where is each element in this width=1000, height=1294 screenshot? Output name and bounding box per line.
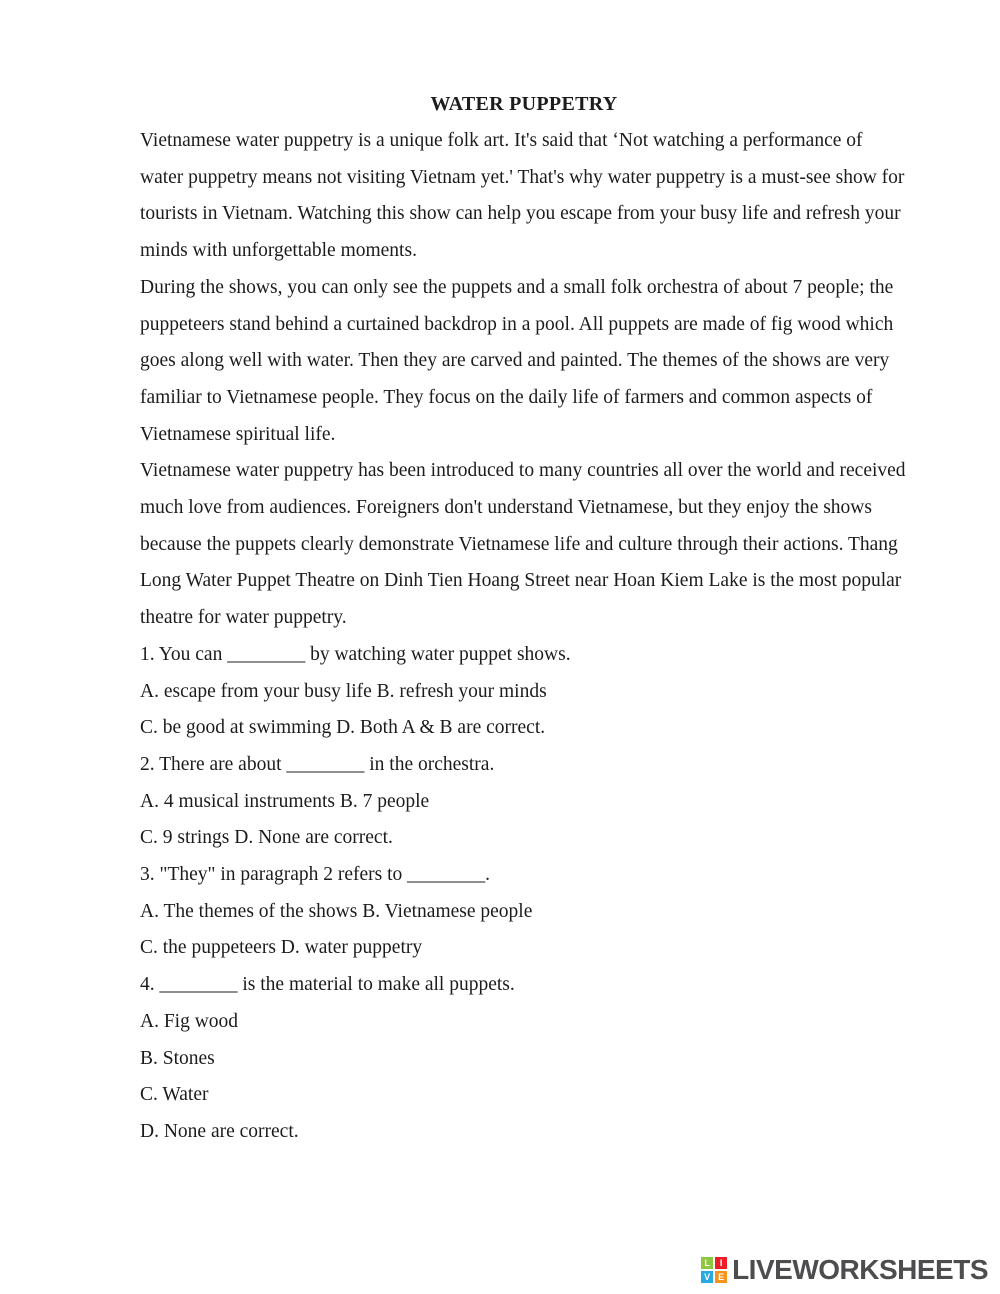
question-line: A. Fig wood bbox=[140, 1010, 239, 1032]
question-line: C. Water bbox=[140, 1084, 209, 1106]
passage-paragraph: Vietnamese water puppetry has been introduced to many countries all over the world and received much love from audiences. Foreigners don't understand Vietnamese, but they enjoy the shows because the puppets clearly demonstrate Vietnamese life and culture through their actions. Thang Long Water Puppet Theatre on Dinh Tien Hoang Street near Hoan Kiem Lake is the most popular theatre for water puppetry. bbox=[140, 460, 906, 629]
question-line: A. escape from your busy life B. refresh your minds bbox=[140, 680, 547, 702]
question-line: C. be good at swimming D. Both A & B are correct. bbox=[140, 717, 546, 739]
passage-title: WATER PUPPETRY bbox=[430, 93, 618, 115]
question-line: 4. ________ is the material to make all puppets. bbox=[140, 974, 515, 996]
question-line: A. The themes of the shows B. Vietnamese people bbox=[140, 900, 533, 922]
question-line: A. 4 musical instruments B. 7 people bbox=[140, 790, 430, 812]
liveworksheets-icon-cell: V bbox=[701, 1271, 713, 1283]
brand-name: LIVEWORKSHEETS bbox=[732, 1254, 988, 1285]
liveworksheets-icon-cell: L bbox=[701, 1257, 713, 1269]
liveworksheets-icon-cell: E bbox=[715, 1271, 727, 1283]
footer bbox=[701, 1254, 988, 1286]
question-line: B. Stones bbox=[140, 1047, 215, 1069]
reading-passage bbox=[140, 123, 908, 637]
question-line: C. the puppeteers D. water puppetry bbox=[140, 937, 423, 959]
question-line: 2. There are about ________ in the orchestra. bbox=[140, 753, 495, 775]
question-list bbox=[140, 637, 908, 1151]
passage-paragraph: Vietnamese water puppetry is a unique folk art. It's said that ‘Not watching a performance of water puppetry means not visiting Vietnam yet.' That's why water puppetry is a must-see show for tourists in Vietnam. Watching this show can help you escape from your busy life and refresh your minds with unforgettable moments. bbox=[140, 130, 905, 262]
passage-paragraph: During the shows, you can only see the puppets and a small folk orchestra of about 7 people; the puppeteers stand behind a curtained backdrop in a pool. All puppets are made of fig wood which goes along well with water. Then they are carved and painted. The themes of the shows are very familiar to Vietnamese people. They focus on the daily life of farmers and common aspects of Vietnamese spiritual life. bbox=[140, 276, 894, 445]
worksheet-content bbox=[140, 86, 908, 1151]
question-line: 1. You can ________ by watching water puppet shows. bbox=[140, 643, 571, 665]
question-line: 3. "They" in paragraph 2 refers to ________. bbox=[140, 864, 491, 886]
liveworksheets-icon bbox=[701, 1257, 727, 1283]
question-line: C. 9 strings D. None are correct. bbox=[140, 827, 393, 849]
liveworksheets-icon-cell: I bbox=[715, 1257, 727, 1269]
question-line: D. None are correct. bbox=[140, 1120, 299, 1142]
